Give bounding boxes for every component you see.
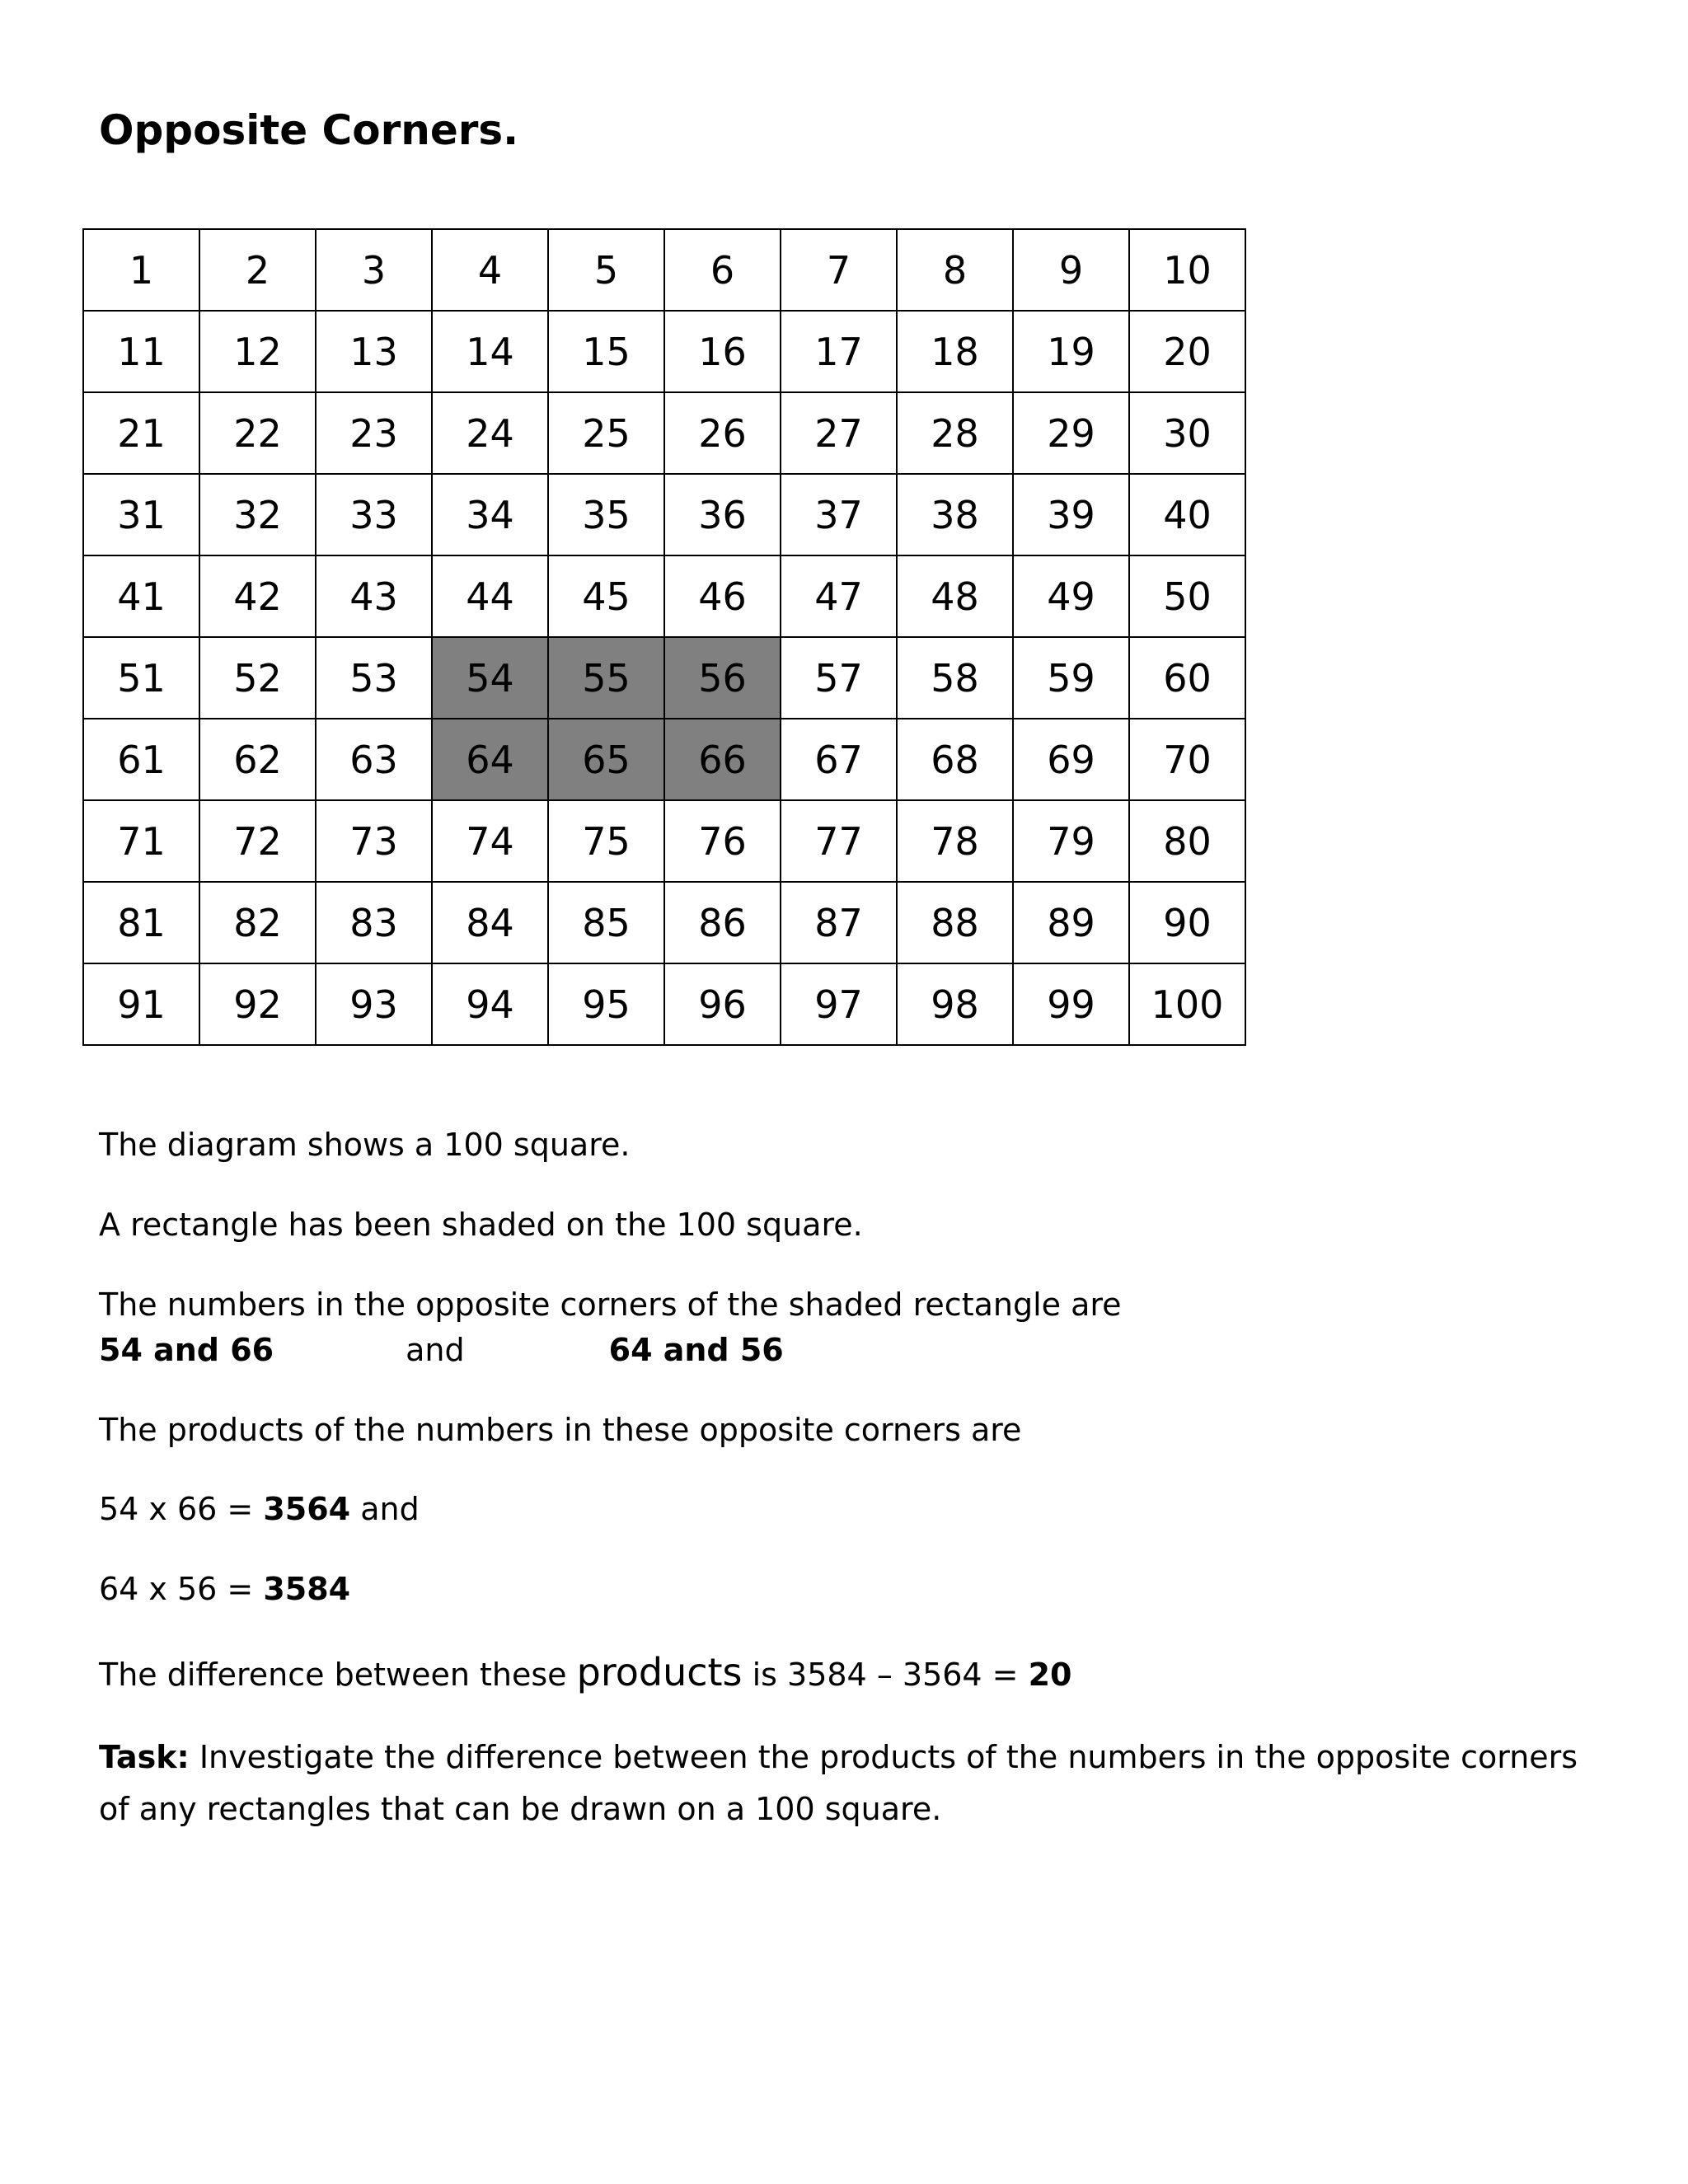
corner-pair-2: 64 and 56 [608, 1332, 784, 1368]
calculation-2 [99, 1570, 350, 1608]
grid-cell: 28 [897, 392, 1013, 474]
calculation-1-suffix: and [350, 1491, 420, 1527]
grid-cell: 7 [781, 229, 897, 311]
products-line: The products of the numbers in these opposite corners are [99, 1412, 1022, 1448]
corner-pairs-line [99, 1331, 784, 1369]
grid-cell: 30 [1129, 392, 1245, 474]
grid-cell: 87 [781, 882, 897, 963]
grid-cell: 32 [199, 474, 316, 555]
grid-cell: 35 [548, 474, 664, 555]
grid-cell: 6 [664, 229, 781, 311]
grid-cell: 77 [781, 800, 897, 882]
grid-cell: 31 [83, 474, 199, 555]
grid-cell: 15 [548, 311, 664, 392]
grid-cell: 57 [781, 637, 897, 719]
grid-cell: 89 [1013, 882, 1129, 963]
grid-cell: 11 [83, 311, 199, 392]
grid-cell: 42 [199, 555, 316, 637]
grid-cell: 85 [548, 882, 664, 963]
grid-cell: 56 [664, 637, 781, 719]
corner-pair-1: 54 and 66 [99, 1332, 274, 1368]
grid-cell: 97 [781, 963, 897, 1045]
task-line-2: of any rectangles that can be drawn on a 100 square. [99, 1791, 942, 1827]
grid-cell: 14 [432, 311, 548, 392]
task-label: Task: [99, 1739, 190, 1775]
grid-cell: 13 [316, 311, 432, 392]
grid-cell: 58 [897, 637, 1013, 719]
grid-cell: 26 [664, 392, 781, 474]
grid-cell: 18 [897, 311, 1013, 392]
grid-cell: 48 [897, 555, 1013, 637]
grid-cell: 16 [664, 311, 781, 392]
grid-cell: 50 [1129, 555, 1245, 637]
grid-cell: 80 [1129, 800, 1245, 882]
grid-cell: 37 [781, 474, 897, 555]
corner-pair-join: and [406, 1332, 465, 1368]
grid-cell: 2 [199, 229, 316, 311]
opposite-corners-line: The numbers in the opposite corners of the shaded rectangle are [99, 1286, 1122, 1323]
grid-cell: 88 [897, 882, 1013, 963]
calculation-2-expression: 64 x 56 = [99, 1571, 264, 1607]
grid-cell: 39 [1013, 474, 1129, 555]
difference-products-word: products [576, 1650, 743, 1694]
grid-cell: 65 [548, 719, 664, 800]
grid-cell: 59 [1013, 637, 1129, 719]
grid-cell: 12 [199, 311, 316, 392]
grid-row [83, 474, 1245, 555]
grid-cell: 81 [83, 882, 199, 963]
grid-cell: 91 [83, 963, 199, 1045]
grid-cell: 22 [199, 392, 316, 474]
grid-row [83, 800, 1245, 882]
grid-cell: 75 [548, 800, 664, 882]
grid-cell: 63 [316, 719, 432, 800]
grid-cell: 1 [83, 229, 199, 311]
grid-cell: 25 [548, 392, 664, 474]
grid-cell: 5 [548, 229, 664, 311]
task-text-1: Investigate the difference between the products of the numbers in the opposite corners [189, 1739, 1578, 1775]
grid-row [83, 637, 1245, 719]
grid-cell: 43 [316, 555, 432, 637]
grid-cell: 69 [1013, 719, 1129, 800]
calculation-1-result: 3564 [263, 1491, 351, 1527]
grid-cell: 74 [432, 800, 548, 882]
grid-cell: 10 [1129, 229, 1245, 311]
page-title: Opposite Corners. [99, 106, 519, 154]
grid-cell: 86 [664, 882, 781, 963]
intro-line: The diagram shows a 100 square. [99, 1127, 631, 1163]
grid-cell: 84 [432, 882, 548, 963]
grid-cell: 90 [1129, 882, 1245, 963]
grid-cell: 100 [1129, 963, 1245, 1045]
difference-result: 20 [1028, 1657, 1072, 1693]
grid-cell: 95 [548, 963, 664, 1045]
grid-cell: 93 [316, 963, 432, 1045]
grid-cell: 82 [199, 882, 316, 963]
grid-cell: 78 [897, 800, 1013, 882]
grid-cell: 23 [316, 392, 432, 474]
grid-cell: 40 [1129, 474, 1245, 555]
grid-cell: 67 [781, 719, 897, 800]
grid-cell: 51 [83, 637, 199, 719]
grid-row [83, 392, 1245, 474]
grid-cell: 3 [316, 229, 432, 311]
grid-cell: 53 [316, 637, 432, 719]
grid-cell: 76 [664, 800, 781, 882]
grid-cell: 36 [664, 474, 781, 555]
difference-prefix: The difference between these [99, 1657, 577, 1693]
grid-cell: 94 [432, 963, 548, 1045]
grid-cell: 70 [1129, 719, 1245, 800]
grid-cell: 99 [1013, 963, 1129, 1045]
grid-cell: 71 [83, 800, 199, 882]
grid-cell: 68 [897, 719, 1013, 800]
grid-cell: 24 [432, 392, 548, 474]
grid-row [83, 963, 1245, 1045]
grid-cell: 41 [83, 555, 199, 637]
grid-cell: 72 [199, 800, 316, 882]
grid-cell: 8 [897, 229, 1013, 311]
grid-cell: 62 [199, 719, 316, 800]
grid-cell: 45 [548, 555, 664, 637]
grid-cell: 61 [83, 719, 199, 800]
grid-cell: 27 [781, 392, 897, 474]
grid-row [83, 719, 1245, 800]
grid-cell: 83 [316, 882, 432, 963]
grid-cell: 49 [1013, 555, 1129, 637]
grid-cell: 21 [83, 392, 199, 474]
grid-cell: 64 [432, 719, 548, 800]
grid-cell: 73 [316, 800, 432, 882]
grid-row [83, 311, 1245, 392]
shaded-rectangle-line: A rectangle has been shaded on the 100 square. [99, 1207, 863, 1243]
grid-cell: 66 [664, 719, 781, 800]
grid-cell: 29 [1013, 392, 1129, 474]
calculation-1 [99, 1490, 420, 1528]
grid-cell: 44 [432, 555, 548, 637]
grid-cell: 54 [432, 637, 548, 719]
grid-cell: 96 [664, 963, 781, 1045]
grid-cell: 34 [432, 474, 548, 555]
grid-cell: 4 [432, 229, 548, 311]
grid-cell: 92 [199, 963, 316, 1045]
grid-cell: 9 [1013, 229, 1129, 311]
hundred-square-grid [82, 228, 1246, 1046]
grid-cell: 20 [1129, 311, 1245, 392]
calculation-2-result: 3584 [263, 1571, 351, 1607]
grid-cell: 19 [1013, 311, 1129, 392]
grid-cell: 17 [781, 311, 897, 392]
grid-cell: 60 [1129, 637, 1245, 719]
grid-cell: 98 [897, 963, 1013, 1045]
difference-middle: is 3584 – 3564 = [742, 1657, 1029, 1693]
grid-row [83, 229, 1245, 311]
grid-cell: 52 [199, 637, 316, 719]
grid-cell: 38 [897, 474, 1013, 555]
task-line-1 [99, 1738, 1578, 1776]
grid-cell: 79 [1013, 800, 1129, 882]
grid-cell: 55 [548, 637, 664, 719]
grid-cell: 46 [664, 555, 781, 637]
grid-cell: 33 [316, 474, 432, 555]
calculation-1-expression: 54 x 66 = [99, 1491, 264, 1527]
difference-line [99, 1650, 1072, 1694]
grid-row [83, 882, 1245, 963]
grid-cell: 47 [781, 555, 897, 637]
grid-row [83, 555, 1245, 637]
